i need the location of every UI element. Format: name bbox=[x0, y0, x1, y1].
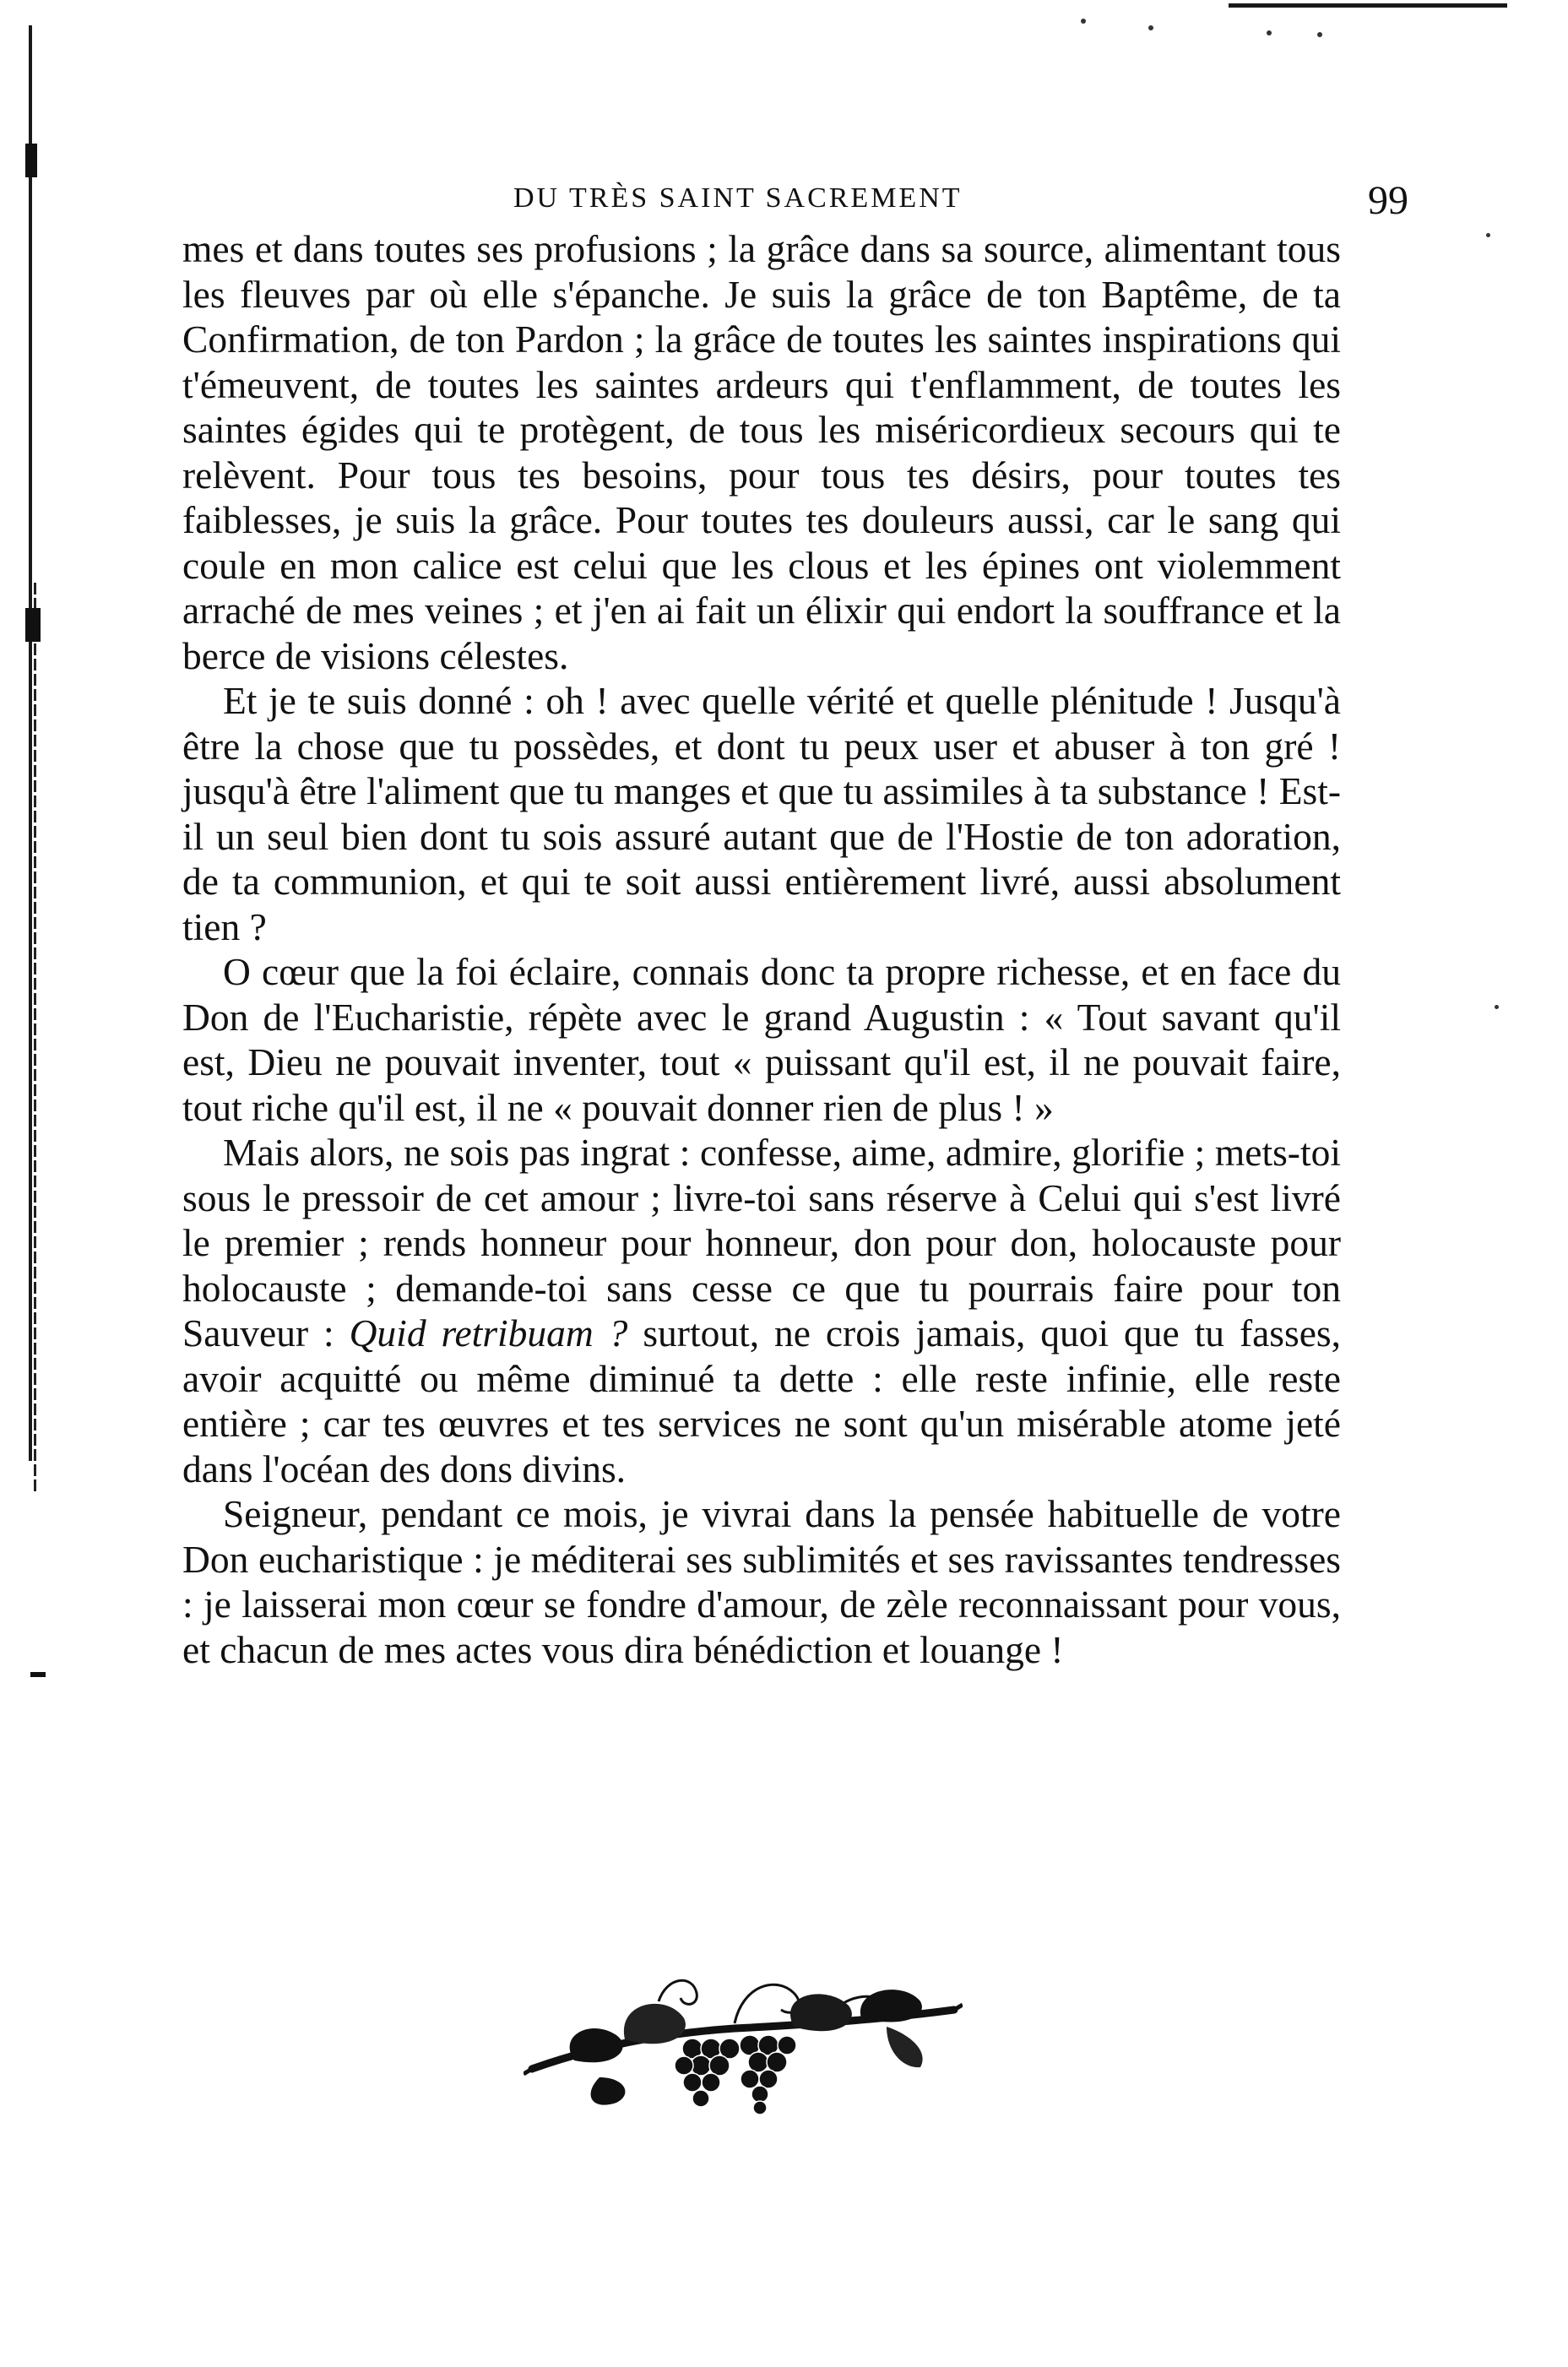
scan-edge-mark bbox=[30, 1672, 46, 1677]
latin-quotation: Quid retribuam ? bbox=[349, 1311, 628, 1355]
page-header bbox=[0, 174, 1568, 225]
scan-speck bbox=[1317, 32, 1322, 37]
running-head: DU TRÈS SAINT SACREMENT bbox=[513, 182, 963, 214]
scan-speck bbox=[1081, 19, 1086, 24]
page-number: 99 bbox=[1368, 178, 1408, 223]
scan-speck bbox=[1486, 233, 1490, 237]
paragraph bbox=[182, 1130, 1341, 1491]
paragraph-text: Mais alors, ne sois pas ingrat : confesse, aime, admire, glorifie ; mets-toi sous le pressoir de cet amour ; livre-toi sans réserve à Celui qui s'est livré le premier ; rends honneur pour honneur, don pour don, holocauste pour holocauste ; demande-toi sans cesse ce que tu pourrais faire pour ton Sauveur : bbox=[182, 1131, 1341, 1355]
scan-speck bbox=[1148, 25, 1153, 30]
paragraph: O cœur que la foi éclaire, connais donc ta propre richesse, et en face du Don de l'Eucharistie, répète avec le grand Augustin : « Tout savant qu'il est, Dieu ne pouvait inventer, tout « puissant qu'il est, il ne pouvait faire, tout riche qu'il est, il ne « pouvait donner rien de plus ! » bbox=[182, 950, 1341, 1129]
paragraph: mes et dans toutes ses profusions ; la grâce dans sa source, alimentant tous les fleuves par où elle s'épanche. Je suis la grâce de ton Baptême, de ta Confirmation, de ton Pardon ; la grâce de toutes les saintes inspirations qui t'émeuvent, de toutes les saintes ardeurs qui t'enflamment, de toutes les saintes égides qui te protègent, de tous les miséricordieux secours qui te relèvent. Pour tous tes besoins, pour tous tes désirs, pour toutes tes faiblesses, je suis la grâce. Pour toutes tes douleurs aussi, car le sang qui coule en mon calice est celui que les clous et les épines ont violemment arraché de mes veines ; et j'en ai fait un élixir qui endort la souffrance et la berce de visions célestes. bbox=[182, 227, 1341, 677]
scan-top-rule bbox=[1229, 3, 1507, 8]
scan-edge-line bbox=[29, 25, 32, 1461]
scan-speck bbox=[1495, 1005, 1499, 1009]
paragraph-text: surtout, ne crois jamais, quoi que tu fasses, avoir acquitté ou même diminué ta dette : elle reste infinie, elle reste entière ; car tes œuvres et tes services ne sont qu'un misérable atome jeté dans l'océan des dons divins. bbox=[182, 1311, 1341, 1490]
paragraph: Seigneur, pendant ce mois, je vivrai dans la pensée habituelle de votre Don eucharistique : je méditerai ses sublimités et ses ravissantes tendresses : je laisserai mon cœur se fondre d'amour, de zèle reconnaissant pour vous, et chacun de mes actes vous dira bénédiction et louange ! bbox=[182, 1492, 1341, 1671]
scan-speck bbox=[1267, 30, 1272, 35]
body-text bbox=[182, 226, 1341, 1672]
scan-edge-mark bbox=[25, 608, 41, 642]
paragraph: Et je te suis donné : oh ! avec quelle vérité et quelle plénitude ! Jusqu'à être la chose que tu possèdes, et dont tu peux user et abuser à ton gré ! jusqu'à être l'aliment que tu manges et que tu assimiles à ta substance ! Est-il un seul bien dont tu sois assuré autant que de l'Hostie de ton adoration, de ta communion, et qui te soit aussi entièrement livré, aussi absolument tien ? bbox=[182, 679, 1341, 948]
scan-edge-mark bbox=[25, 144, 37, 177]
scan-edge-binding bbox=[34, 583, 36, 1495]
grape-vine-vignette-icon bbox=[524, 1968, 963, 2120]
